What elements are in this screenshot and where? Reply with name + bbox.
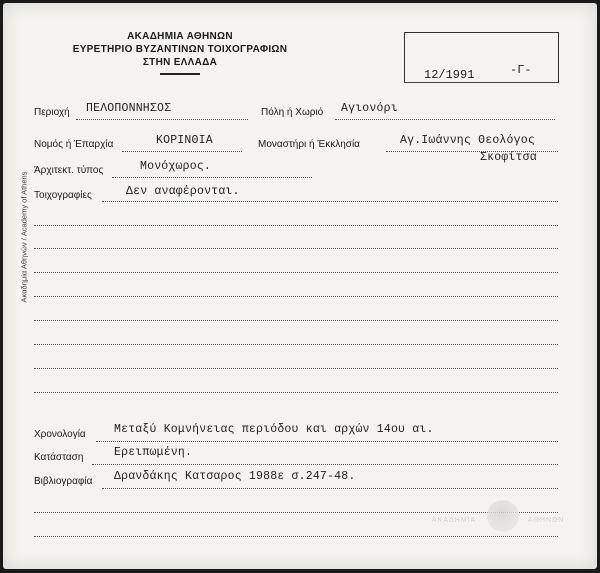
blank-dotted-line xyxy=(34,536,558,537)
blank-dotted-line xyxy=(34,392,558,393)
condition-label: Κατάσταση xyxy=(34,452,84,463)
arch-type-dotted-line xyxy=(112,177,312,178)
header-line-3: ΣΤΗΝ ΕΛΛΑΔΑ xyxy=(142,57,218,68)
blank-dotted-line xyxy=(34,225,558,226)
arch-type-value: Μονόχωρος. xyxy=(140,160,212,173)
chronology-value: Μεταξύ Κομνήνειας περιόδου και αρχών 14ου αι. xyxy=(114,423,434,436)
blank-dotted-line xyxy=(34,296,558,297)
blank-dotted-line xyxy=(34,344,558,345)
chronology-dotted-line xyxy=(96,441,558,442)
stamp-text-right: ΑΘΗΝΩΝ xyxy=(528,517,565,524)
bibliography-label: Βιβλιογραφία xyxy=(34,476,93,487)
bibliography-dotted-line xyxy=(102,488,558,489)
murals-label: Τοιχογραφίες xyxy=(34,190,92,201)
blank-dotted-line xyxy=(34,272,558,273)
region-dotted-line xyxy=(76,119,248,120)
monastery-value: Αγ.Ιωάννης Θεολόγος xyxy=(400,134,535,147)
chronology-label: Χρονολογία xyxy=(34,429,86,440)
header-rule xyxy=(160,73,200,75)
monastery-value-2: Σκοφίτσα xyxy=(480,151,537,164)
stamp-text-left: ΑΚΑΔΗΜΙΑ xyxy=(432,517,477,524)
condition-dotted-line xyxy=(92,464,558,465)
nomos-value: ΚΟΡΙΝΘΙΑ xyxy=(156,134,213,147)
side-credit-text: Ακαδημία Αθηνών / Academy of Athens xyxy=(19,171,29,303)
condition-value: Ερειπωμένη. xyxy=(114,446,193,459)
blank-dotted-line xyxy=(34,248,558,249)
town-dotted-line xyxy=(335,119,555,120)
region-value: ΠΕΛΟΠΟΝΝΗΣΟΣ xyxy=(86,102,172,115)
murals-dotted-line xyxy=(102,201,558,202)
bibliography-value: Δρανδάκης Κατσαρος 1988ε σ.247-48. xyxy=(114,470,356,483)
nomos-dotted-line xyxy=(122,151,242,152)
monastery-label: Μοναστήρι ή Έκκλησία xyxy=(258,139,360,150)
region-label: Περιοχή xyxy=(34,107,70,118)
reference-code: -Γ- xyxy=(510,63,532,77)
blank-dotted-line xyxy=(34,320,558,321)
reference-underline xyxy=(404,82,558,83)
town-value: Αγιονόρι xyxy=(341,102,398,115)
arch-type-label: Άρχιτεκτ. τύπος xyxy=(34,165,104,176)
header-line-2: ΕΥΡΕΤΗΡΙΟ ΒΥΖΑΝΤΙΝΩΝ ΤΟΙΧΟΓΡΑΦΙΩΝ xyxy=(72,44,288,55)
academy-seal-icon xyxy=(487,500,519,532)
blank-dotted-line xyxy=(34,512,558,513)
side-credit xyxy=(18,22,30,452)
card-header xyxy=(60,30,300,75)
town-label: Πόλη ή Χωριό xyxy=(261,107,324,118)
murals-value: Δεν αναφέρονται. xyxy=(126,185,240,198)
reference-number: 12/1991 xyxy=(424,68,475,82)
header-line-1: ΑΚΑΔΗΜΙΑ ΑΘΗΝΩΝ xyxy=(127,31,233,42)
nomos-label: Νομός ή Έπαρχία xyxy=(34,139,114,150)
blank-dotted-line xyxy=(34,368,558,369)
